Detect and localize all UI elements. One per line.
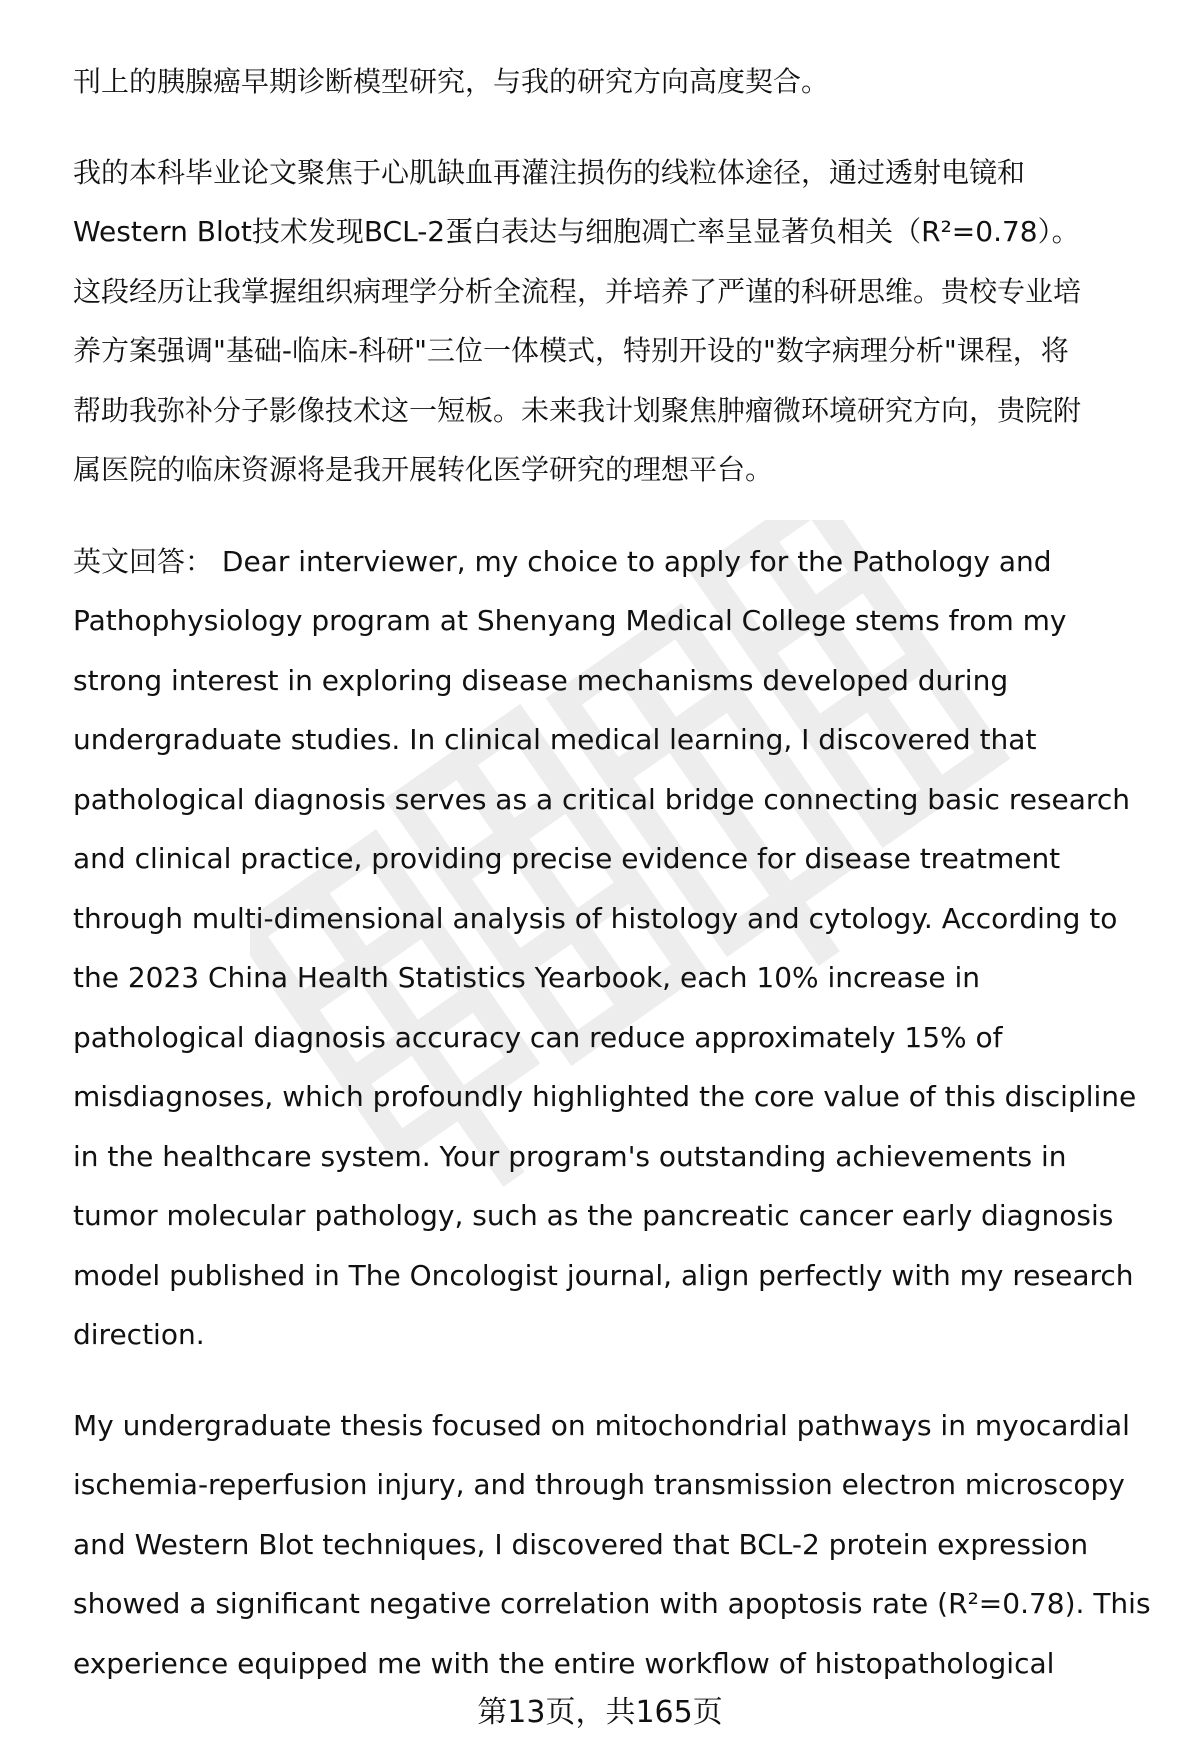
text-line: undergraduate studies. In clinical medical learning, I discovered that: [73, 723, 1037, 756]
text-line: tumor molecular pathology, such as the pancreatic cancer early diagnosis: [73, 1199, 1114, 1232]
document-page: [73, 52, 1163, 1693]
text-line: pathological diagnosis serves as a critical bridge connecting basic research: [73, 782, 1130, 816]
text-line: pathological diagnosis accuracy can reduce approximately 15% of: [73, 1020, 1003, 1054]
text-line: 刊上的胰腺癌早期诊断模型研究，与我的研究方向高度契合。: [73, 65, 830, 98]
text-line: experience equipped me with the entire workflow of histopathological: [73, 1646, 1055, 1680]
paragraph-cn-tail: [73, 52, 1163, 112]
text-line: 这段经历让我掌握组织病理学分析全流程，并培养了严谨的科研思维。贵校专业培: [73, 274, 1082, 308]
text-line: 帮助我弥补分子影像技术这一短板。未来我计划聚焦肿瘤微环境研究方向，贵院附: [73, 393, 1082, 427]
text-line: 英文回答： Dear interviewer, my choice to apply for the Pathology and: [73, 544, 1052, 578]
text-line: misdiagnoses, which profoundly highlighted the core value of this discipline: [73, 1080, 1137, 1113]
text-line: strong interest in exploring disease mechanisms developed during: [73, 663, 1009, 697]
text-line: through multi-dimensional analysis of histology and cytology. According to: [73, 901, 1118, 935]
paragraph-en-answer: [73, 532, 1163, 1365]
text-line: ischemia-reperfusion injury, and through transmission electron microscopy: [73, 1468, 1125, 1501]
text-line: and Western Blot techniques, I discovered that BCL-2 protein expression: [73, 1527, 1089, 1561]
text-line: and clinical practice, providing precise evidence for disease treatment: [73, 842, 1061, 875]
text-line: showed a significant negative correlation with apoptosis rate (R²=0.78). This: [73, 1587, 1151, 1620]
text-line: 养方案强调"基础-临床-科研"三位一体模式，特别开设的"数字病理分析"课程，将: [73, 334, 1069, 367]
text-line: model published in The Oncologist journal, align perfectly with my research: [73, 1258, 1134, 1292]
text-line: 属医院的临床资源将是我开展转化医学研究的理想平台。: [73, 453, 774, 486]
text-line: in the healthcare system. Your program's outstanding achievements in: [73, 1139, 1067, 1173]
text-line: Pathophysiology program at Shenyang Medical College stems from my: [73, 604, 1067, 637]
paragraph-en-thesis: [73, 1396, 1163, 1694]
text-line: Western Blot技术发现BCL-2蛋白表达与细胞凋亡率呈显著负相关（R²=0.78）。: [73, 215, 1080, 248]
text-line: 我的本科毕业论文聚焦于心肌缺血再灌注损伤的线粒体途径，通过透射电镜和: [73, 155, 1026, 189]
text-line: direction.: [73, 1318, 205, 1351]
page-number: 第13页，共165页: [477, 1695, 723, 1730]
text-line: My undergraduate thesis focused on mitochondrial pathways in myocardial: [73, 1408, 1130, 1442]
paragraph-cn-thesis: [73, 143, 1163, 500]
text-line: the 2023 China Health Statistics Yearbook, each 10% increase in: [73, 961, 980, 994]
